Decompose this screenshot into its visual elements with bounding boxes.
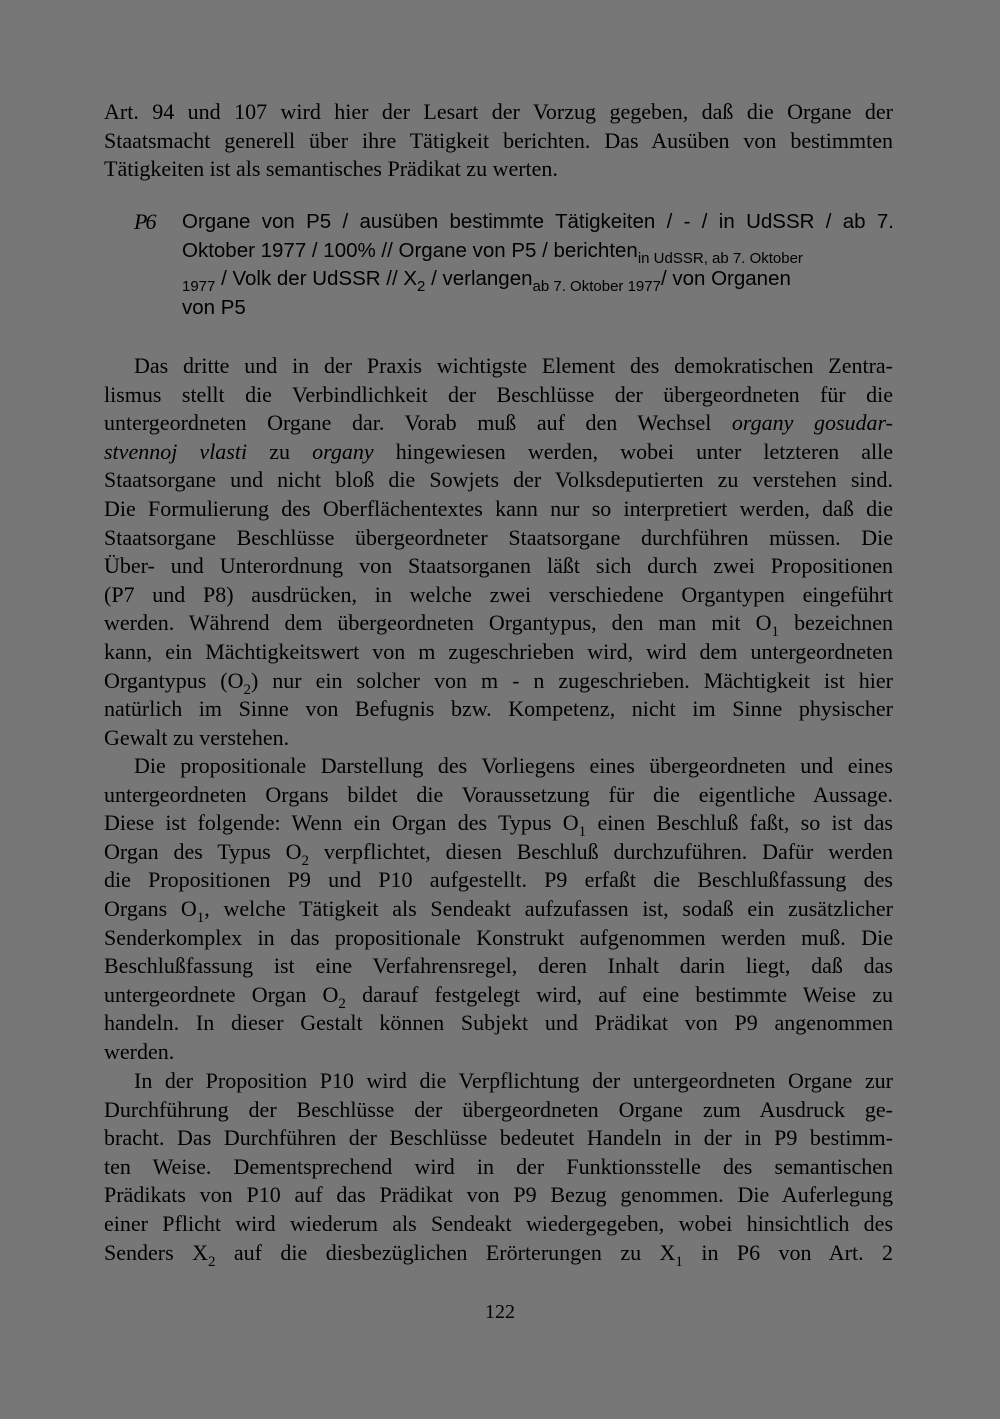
subscript: 2 (243, 681, 251, 698)
text-line (104, 667, 893, 696)
italic-term: organy (312, 438, 374, 464)
text-line (104, 895, 893, 924)
text-fragment: , welche Tätigkeit als Sendeakt aufzufassen ist, sodaß ein zusätzlicher (204, 895, 894, 921)
text-fragment: hingewiesen werden, wobei unter letzteren alle (373, 438, 894, 464)
text-line (104, 981, 893, 1010)
text-fragment: einen Beschluß faßt, so ist das (586, 810, 893, 836)
text-line: Staatsmacht generell über ihre Tätigkeit berichten. Das Ausüben von bestimmten (104, 127, 893, 153)
subscript: 1 (675, 1253, 683, 1270)
text-line: Beschlußfassung ist eine Verfahrensregel, deren Inhalt darin liegt, daß das (104, 953, 893, 979)
text-line: Staatsorgane und nicht bloß die Sowjets der Volksdeputierten zu verstehen sind. (104, 467, 893, 493)
proposition-p6 (134, 208, 894, 322)
text-line (104, 409, 893, 438)
text-line: (P7 und P8) ausdrücken, in welche zwei verschiedene Organtypen eingeführt (104, 581, 893, 607)
text-line: Tätigkeiten ist als semantisches Prädikat zu werten. (104, 156, 558, 182)
italic-term: stvennoj vlasti (104, 438, 248, 464)
text-line: Das dritte und in der Praxis wichtigste Element des demokratischen Zentra- (134, 353, 893, 378)
subscript: 1977 (182, 278, 216, 296)
intro-paragraph (104, 98, 893, 184)
subscript: ab 7. Oktober 1977 (532, 278, 661, 296)
paragraph-3 (104, 1067, 893, 1270)
text-fragment: in P6 von Art. 2 (682, 1239, 893, 1265)
text-line: von P5 (182, 295, 246, 319)
text-line (104, 809, 893, 841)
text-line (182, 265, 894, 294)
text-line: Die propositionale Darstellung des Vorliegens eines übergeordneten und eines (134, 753, 893, 778)
text-line: lismus stellt die Verbindlichkeit der Beschlüsse der übergeordneten für die (104, 381, 893, 407)
text-fragment: zu (247, 438, 313, 464)
subscript: 2 (417, 278, 426, 296)
text-line: Durchführung der Beschlüsse der übergeordneten Organe zum Ausdruck ge- (104, 1096, 893, 1122)
text-fragment: untergeordnete Organ O (104, 981, 339, 1007)
text-fragment: / verlangen (425, 267, 533, 291)
text-line: Senderkomplex in das propositionale Konstrukt aufgenommen werden muß. Die (104, 924, 893, 950)
text-line: handeln. In dieser Gestalt können Subjekt und Prädikat von P9 angenommen (104, 1010, 893, 1036)
text-fragment: Oktober 1977 / 100% // Organe von P5 / berichten (182, 238, 638, 262)
text-line: einer Pflicht wird wiederum als Sendeakt wiedergegeben, wobei hinsichtlich des (104, 1210, 893, 1236)
text-fragment: verpflichtet, diesen Beschluß durchzuführen. Dafür werden (308, 838, 893, 864)
text-fragment: ) nur ein solcher von m - n zugeschrieben. Mächtigkeit ist hier (250, 667, 893, 693)
subscript: 1 (196, 909, 205, 926)
text-line: Gewalt zu verstehen. (104, 724, 290, 750)
italic-term: organy gosudar- (731, 410, 893, 436)
text-fragment: untergeordneten Organe dar. Vorab muß auf den Wechsel (104, 410, 732, 436)
text-line: ten Weise. Dementsprechend wird in der Funktionsstelle des semantischen (104, 1153, 893, 1179)
subscript: 1 (771, 624, 780, 641)
text-line: Art. 94 und 107 wird hier der Lesart der Vorzug gegeben, daß die Organe der (104, 99, 893, 124)
proposition-label: P6 (134, 209, 155, 234)
text-fragment: auf die diesbezüglichen Erörterungen zu X (215, 1239, 676, 1265)
text-line: Staatsorgane Beschlüsse übergeordneter Staatsorgane durchführen müssen. Die (104, 524, 893, 550)
text-fragment: werden. Während dem übergeordneten Organtypus, den man mit O (104, 610, 772, 636)
subscript: 1 (578, 824, 587, 841)
subscript: 2 (207, 1253, 216, 1270)
text-fragment: bezeichnen (779, 610, 894, 636)
page-number: 122 (485, 1301, 515, 1323)
text-fragment: Organ des Typus O (104, 838, 302, 864)
text-line: untergeordneten Organs bildet die Voraussetzung für die eigentliche Aussage. (104, 781, 893, 807)
paragraph-1 (104, 352, 893, 752)
text-fragment: Organs O (104, 895, 197, 921)
text-line (104, 1239, 893, 1268)
text-line (104, 609, 894, 641)
text-line (104, 438, 893, 467)
text-line: Über- und Unterordnung von Staatsorganen läßt sich durch zwei Propositionen (104, 553, 893, 579)
paragraph-2 (104, 752, 893, 1067)
text-line: Prädikats von P10 auf das Prädikat von P9 Bezug genommen. Die Auferlegung (104, 1182, 893, 1208)
proposition-body (182, 208, 894, 322)
text-fragment: Senders X (104, 1239, 208, 1265)
subscript: 2 (301, 852, 309, 869)
text-line: Die Formulierung des Oberflächentextes kann nur so interpretiert werden, daß die (104, 495, 893, 521)
text-line: kann, ein Mächtigkeitswert von m zugeschrieben wird, wird dem untergeordneten (104, 638, 893, 664)
text-line: die Propositionen P9 und P10 aufgestellt. P9 erfaßt die Beschlußfassung des (104, 867, 893, 893)
text-line: werden. (104, 1038, 175, 1064)
subscript: in UdSSR, ab 7. Oktober (637, 249, 803, 267)
subscript: 2 (338, 995, 346, 1012)
text-fragment: / Volk der UdSSR // X (215, 267, 418, 291)
text-line: In der Proposition P10 wird die Verpflichtung der untergeordneten Organe zur (134, 1068, 893, 1093)
text-fragment: Organtypus (O (104, 667, 244, 693)
text-line: bracht. Das Durchführen der Beschlüsse bedeutet Handeln in der in P9 bestimm- (104, 1125, 893, 1151)
text-line (182, 237, 894, 266)
text-line: Organe von P5 / ausüben bestimmte Tätigkeiten / - / in UdSSR / ab 7. (182, 210, 894, 233)
text-fragment: darauf festgelegt wird, auf eine bestimmte Weise zu (345, 981, 894, 1007)
text-fragment: / von Organen (660, 267, 791, 291)
text-line (104, 838, 893, 867)
text-line: natürlich im Sinne von Befugnis bzw. Kompetenz, nicht im Sinne physischer (104, 696, 893, 722)
text-fragment: Diese ist folgende: Wenn ein Organ des Typus O (104, 810, 579, 836)
